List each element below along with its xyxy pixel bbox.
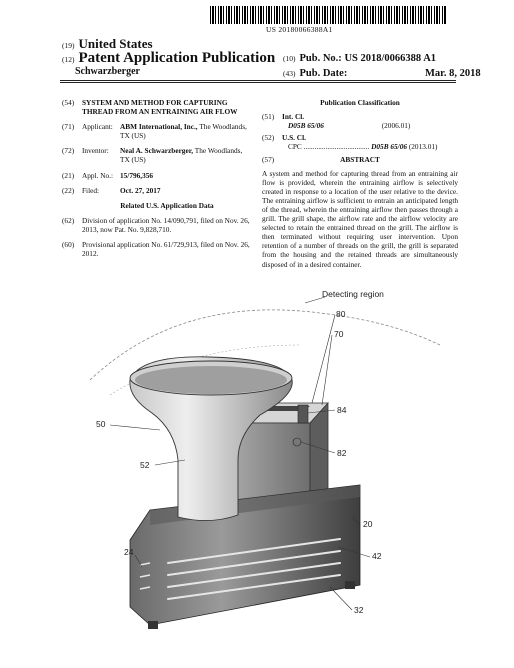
ref-84: 84 xyxy=(337,405,347,415)
right-column xyxy=(262,98,458,269)
applicant-field: (71) Applicant: ABM International, Inc., The Woodlands, TX (US) xyxy=(62,122,247,141)
pub-type-line xyxy=(62,50,275,67)
header-rule-2 xyxy=(60,82,456,83)
appl-no-field: (21) Appl. No.: 15/796,356 xyxy=(62,170,154,180)
ref-50: 50 xyxy=(96,419,106,429)
header-rule xyxy=(60,80,456,81)
int-cl-row: (51) Int. Cl. D05B 65/06 (2006.01) xyxy=(262,112,411,131)
header-inventor: Schwarzberger xyxy=(75,66,140,77)
ref-70: 70 xyxy=(334,329,344,339)
abstract-text: A system and method for capturing thread from an entraining air flow is provided, wherein the entraining airflow is selectively created in response to a location of the user relative to the device. The entraining airflow is sufficient to entrain an anticipated length of the thread, wherein the entraining airflow then passes through a grill. The grill shape, the airflow rate and the airflow velocity are selected to retain the entrained thread on the grill. The airflow is then terminated without requiring user intervention. Upon retention of a number of threads on the grill, the grill is separated from the housing and the retained threads are simultaneously disposed of in a desired container. xyxy=(262,168,458,269)
appl-no: 15/796,356 xyxy=(120,170,154,180)
pub-type-code: (12) xyxy=(62,55,75,64)
pub-date-line xyxy=(283,68,481,79)
ref-24: 24 xyxy=(124,547,134,557)
country: United States xyxy=(78,36,153,51)
pub-type: Patent Application Publication xyxy=(78,50,276,66)
cpc-class: D05B 65/06 xyxy=(371,142,408,152)
pub-no-code: (10) xyxy=(283,54,296,63)
inventor-name: Neal A. Schwarzberger, xyxy=(120,146,194,156)
applicant-name: ABM International, Inc., xyxy=(120,122,198,132)
division-field: (62) Division of application No. 14/090,791, filed on Nov. 26, 2013, now Pat. No. 9,828,710. xyxy=(62,215,250,234)
pub-no: US 2018/0066388 A1 xyxy=(344,53,437,64)
int-cl-class: D05B 65/06 xyxy=(288,121,324,131)
barcode-number: US 20180066388A1 xyxy=(266,25,333,34)
filed-field: (22) Filed: Oct. 27, 2017 xyxy=(62,185,161,195)
ref-80: 80 xyxy=(336,309,346,319)
related-data-heading: Related U.S. Application Data xyxy=(120,200,214,210)
country-code: (19) xyxy=(62,41,75,50)
ref-82: 82 xyxy=(337,448,347,458)
ref-32: 32 xyxy=(354,605,364,615)
inventor-field: (72) Inventor: Neal A. Schwarzberger, The Woodlands, TX (US) xyxy=(62,146,243,165)
barcode xyxy=(210,6,446,24)
filed-date: Oct. 27, 2017 xyxy=(120,185,161,195)
left-column xyxy=(62,98,252,264)
invention-title: SYSTEM AND METHOD FOR CAPTURING THREAD FROM AN ENTRAINING AIR FLOW xyxy=(82,98,238,117)
pub-date-code: (43) xyxy=(283,69,296,78)
us-cl-row: (52) U.S. Cl. CPC .................................... D05B 65/06 (2013.01) xyxy=(262,133,438,152)
pub-no-label: Pub. No.: xyxy=(299,53,342,64)
detecting-region-label: Detecting region xyxy=(322,289,384,299)
title-field: (54) SYSTEM AND METHOD FOR CAPTURING THREAD FROM AN ENTRAINING AIR FLOW xyxy=(62,98,238,117)
pub-date: Mar. 8, 2018 xyxy=(425,68,481,79)
pub-date-label: Pub. Date: xyxy=(299,68,348,79)
ref-20: 20 xyxy=(363,519,373,529)
device-drawing xyxy=(60,285,460,668)
patent-figure xyxy=(60,285,460,668)
provisional-field: (60) Provisional application No. 61/729,913, filed on Nov. 26, 2012. xyxy=(62,240,250,259)
abstract-heading: (57) ABSTRACT xyxy=(262,155,380,165)
ref-52: 52 xyxy=(140,460,150,470)
classification-heading: Publication Classification xyxy=(320,98,400,107)
ref-42: 42 xyxy=(372,551,382,561)
pub-no-line xyxy=(283,53,436,64)
